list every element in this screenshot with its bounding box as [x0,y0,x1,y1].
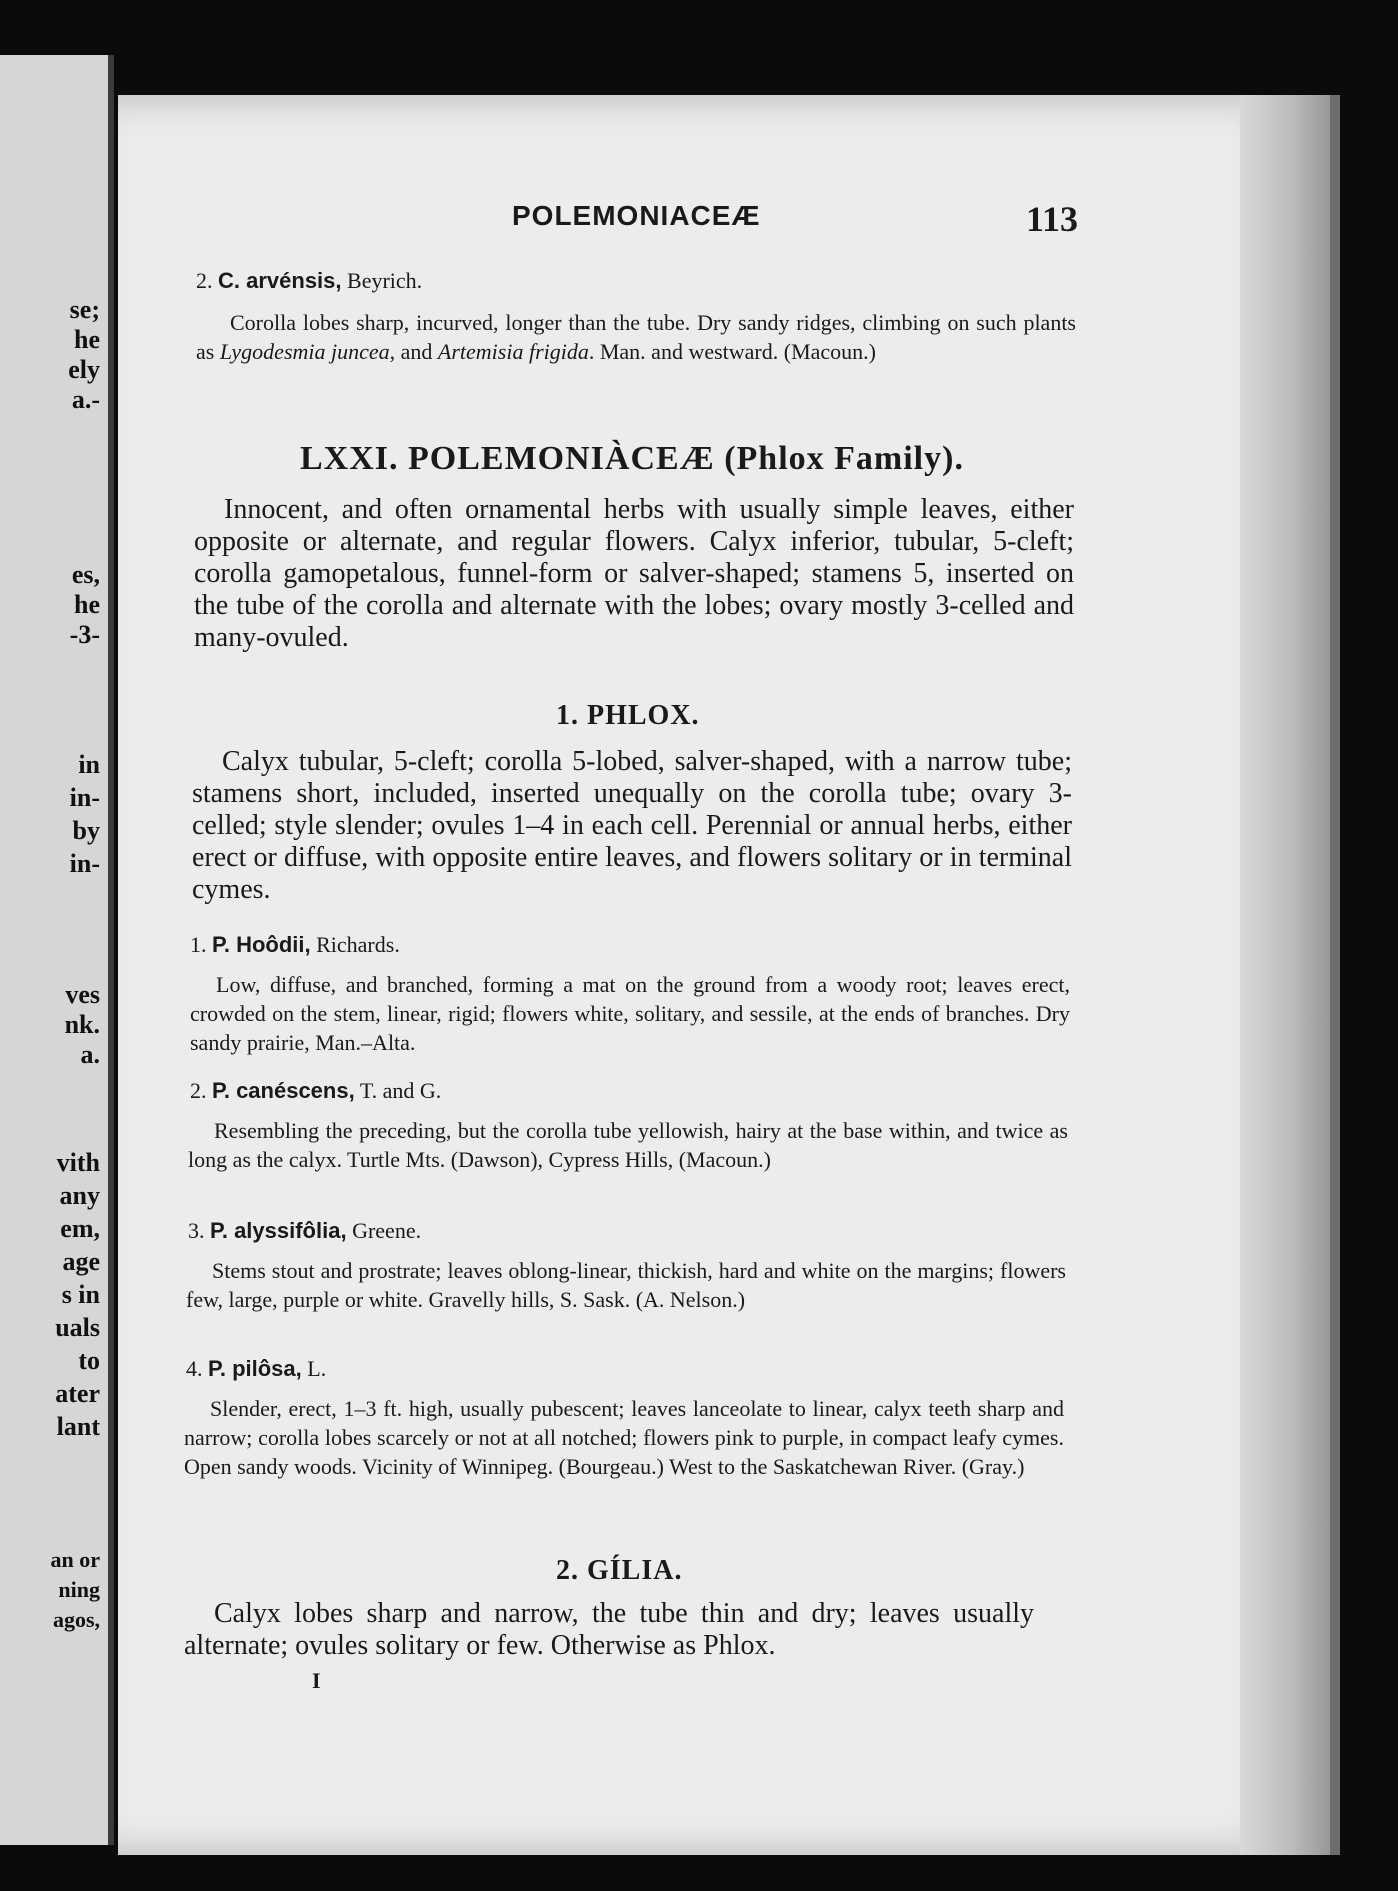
facing-text: in- [69,783,100,812]
desc-text: Corolla lobes sharp, incurved, longer than the tube. Dry sandy ridges, climbing on such plants as [196,310,1076,364]
family-description: Innocent, and often ornamental herbs with usually simple leaves, either opposite or alternate, and regular flowers. Calyx inferior, tubular, 5-cleft; corolla gamopetalous, funnel-form or salver-shaped; stamens 5, inserted on the tube of the corolla and alternate with the lobes; ovary mostly 3-celled and many-ovuled. [194,494,1074,653]
facing-text: a. [80,1040,100,1069]
facing-text: by [72,816,100,845]
facing-text: in [78,750,100,779]
species-description: Resembling the preceding, but the corolla tube yellowish, hairy at the base within, and twice as long as the calyx. Turtle Mts. (Dawson), Cypress Hills, (Macoun.) [188,1118,1068,1172]
facing-text: s in [61,1280,100,1309]
facing-text: he [74,325,100,354]
facing-text: uals [55,1313,100,1342]
genus-description: Calyx tubular, 5-cleft; corolla 5-lobed, salver-shaped, with a narrow tube; stamens short, included, inserted unequally on the corolla tube; ovary 3-celled; style slender; ovules 1–4 in each cell. Perennial or annual herbs, either erect or diffuse, with opposite entire leaves, and flowers solitary or in terminal cymes. [192,746,1072,905]
facing-text: lant [56,1412,100,1441]
facing-text: ater [55,1379,100,1408]
species-name: P. alyssifôlia, [210,1218,347,1243]
species-number: 2. [196,268,213,293]
facing-text: to [78,1346,100,1375]
genus-heading: 1. PHLOX. [556,700,700,731]
facing-text: an or [50,1547,100,1572]
facing-text: ves [65,980,100,1009]
species-author: Beyrich. [347,268,423,293]
genus-heading: 2. GÍLIA. [556,1555,683,1586]
facing-text: ely [68,355,100,384]
desc-text: . Man. and westward. (Macoun.) [588,339,876,364]
facing-text: age [62,1247,100,1276]
facing-text: agos, [52,1607,100,1632]
page-number: 113 [1026,199,1079,239]
signature-mark: I [312,1668,321,1693]
species-heading [188,1218,421,1244]
facing-text: vith [56,1148,100,1177]
family-heading: LXXI. POLEMONIÀCEÆ (Phlox Family). [300,440,964,477]
facing-page-fragment [0,55,114,1845]
facing-text: se; [69,295,100,324]
running-head: POLEMONIACEÆ [512,200,761,231]
desc-italic: Artemisia frigida [437,339,589,364]
species-description [196,308,1076,366]
species-heading [196,268,422,294]
species-number: 3. [188,1218,205,1243]
species-author: L. [307,1356,327,1381]
species-name: C. arvénsis, [218,268,342,293]
species-heading [186,1356,326,1382]
desc-italic: Lygodesmia juncea [219,339,390,364]
species-number: 4. [186,1356,203,1381]
desc-text: , and [389,339,438,364]
species-number: 2. [190,1078,207,1103]
species-number: 1. [190,932,207,957]
species-description: Slender, erect, 1–3 ft. high, usually pubescent; leaves lanceolate to linear, calyx teeth sharp and narrow; corolla lobes scarcely or not at all notched; flowers pink to purple, in compact leafy cymes. Open sandy woods. Vicinity of Winnipeg. (Bourgeau.) West to the Saskatchewan River. (Gray.) [184,1396,1064,1479]
facing-text: any [59,1181,100,1210]
species-author: Greene. [352,1218,422,1243]
species-author: Richards. [316,932,400,957]
facing-text: em, [60,1214,100,1243]
species-name: P. Hoôdii, [212,932,311,957]
page-edge-shadow [1330,95,1340,1855]
facing-text: -3- [69,620,100,649]
facing-text: es, [71,560,100,589]
species-heading [190,932,400,958]
species-heading [190,1078,441,1104]
species-name: P. canéscens, [212,1078,355,1103]
species-name: P. pilôsa, [208,1356,302,1381]
facing-text: in- [69,849,100,878]
facing-text: he [74,590,100,619]
page-edge [1240,95,1340,1855]
species-author: T. and G. [359,1078,442,1103]
species-description: Low, diffuse, and branched, forming a mat on the ground from a woody root; leaves erect, crowded on the stem, linear, rigid; flowers white, solitary, and sessile, at the ends of branches. Dry sandy prairie, Man.–Alta. [190,972,1070,1055]
genus-description: Calyx lobes sharp and narrow, the tube thin and dry; leaves usually alternate; ovules solitary or few. Otherwise as Phlox. [184,1598,1034,1661]
facing-text: ning [58,1577,100,1602]
facing-text: nk. [64,1010,100,1039]
facing-text: a.- [71,385,100,414]
species-description: Stems stout and prostrate; leaves oblong-linear, thickish, hard and white on the margins; flowers few, large, purple or white. Gravelly hills, S. Sask. (A. Nelson.) [186,1258,1066,1312]
